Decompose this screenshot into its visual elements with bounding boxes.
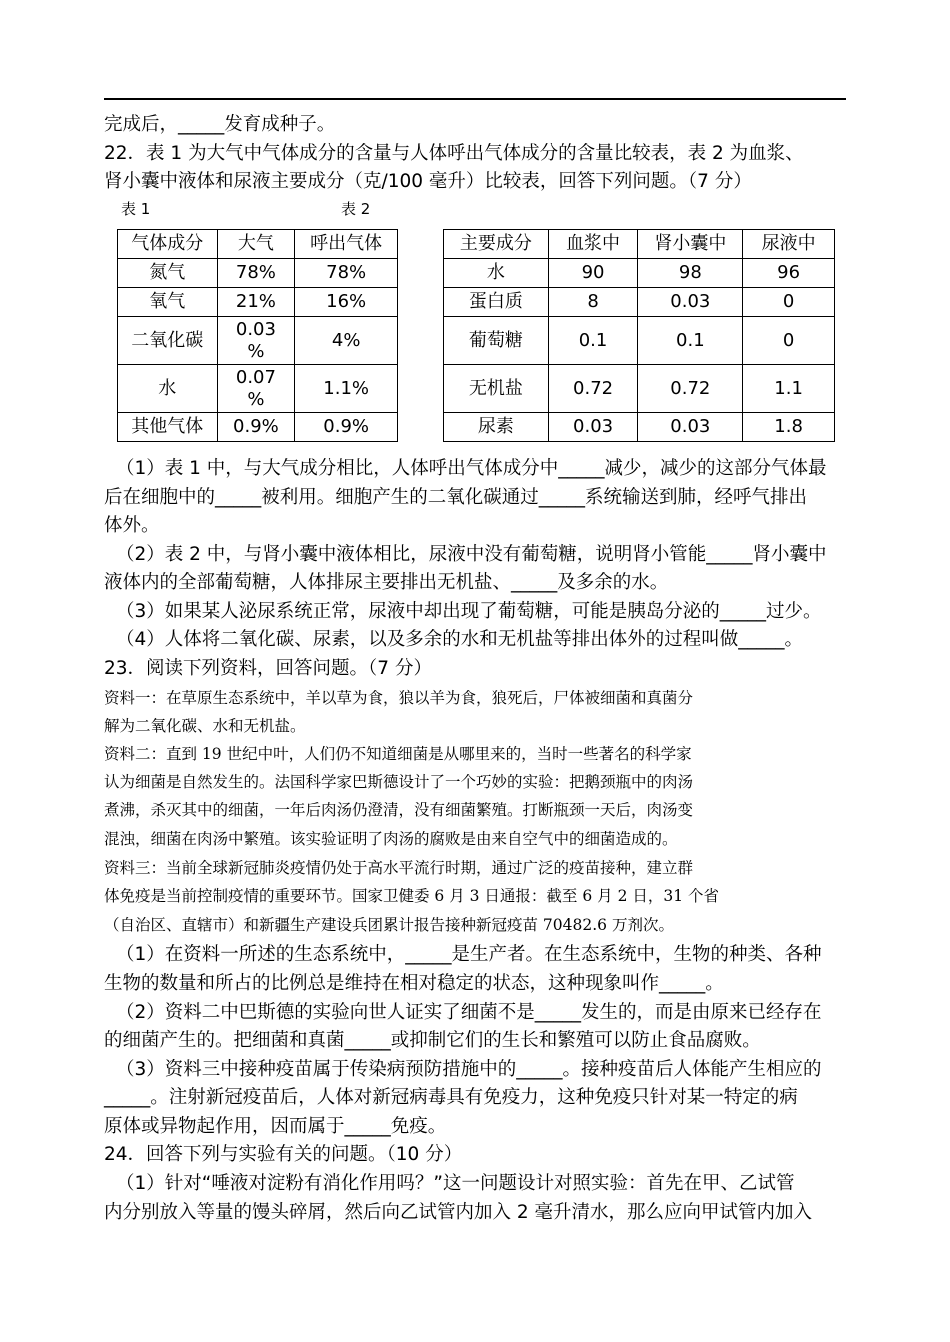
table-cell: 78% (217, 259, 295, 288)
table-header-cell: 尿液中 (743, 230, 835, 259)
material-1-cont: 解为二氧化碳、水和无机盐。 (104, 717, 306, 735)
material-2: 资料二：直到 19 世纪中叶，人们仍不知道细菌是从哪里来的，当时一些著名的科学家 (104, 745, 692, 763)
table-cell: 葡萄糖 (444, 317, 549, 365)
material-3: 资料三：当前全球新冠肺炎疫情仍处于高水平流行时期，通过广泛的疫苗接种，建立群 (104, 859, 694, 877)
table-cell: 无机盐 (444, 365, 549, 413)
question-24-1: （1）针对“唾液对淀粉有消化作用吗？”这一问题设计对照实验：首先在甲、乙试管 (116, 1173, 795, 1194)
table-cell: 0.07 % (217, 365, 295, 413)
table-cell: 8 (548, 288, 638, 317)
table-row (444, 413, 835, 442)
table2 (443, 229, 835, 442)
table-cell: 0.03 % (217, 317, 295, 365)
table-cell: 蛋白质 (444, 288, 549, 317)
table-header-cell: 气体成分 (118, 230, 218, 259)
table-cell: 0.03 (548, 413, 638, 442)
question-23-stem: 23．阅读下列资料，回答问题。（7 分） (104, 658, 432, 679)
table-row (118, 288, 398, 317)
table-row (118, 413, 398, 442)
table-cell: 0.9% (217, 413, 295, 442)
table-cell: 0 (743, 317, 835, 365)
material-2-cont: 认为细菌是自然发生的。法国科学家巴斯德设计了一个巧妙的实验：把鹅颈瓶中的肉汤 (104, 773, 694, 791)
question-22-2: （2）表 2 中，与肾小囊中液体相比，尿液中没有葡萄糖，说明肾小管能_____肾小囊中 (116, 544, 827, 565)
table-cell: 0.1 (638, 317, 743, 365)
question-22-1: （1）表 1 中，与大气成分相比，人体呼出气体成分中_____减少，减少的这部分气体最 (116, 458, 827, 479)
question-22-3: （3）如果某人泌尿系统正常，尿液中却出现了葡萄糖，可能是胰岛分泌的_____过少。 (116, 601, 822, 622)
table-row (118, 317, 398, 365)
material-3-cont: （自治区、直辖市）和新疆生产建设兵团累计报告接种新冠疫苗 70482.6 万剂次。 (104, 916, 674, 934)
table-cell: 1.1 (743, 365, 835, 413)
question-22-1-cont: 体外。 (104, 515, 160, 536)
question-23-3: （3）资料三中接种疫苗属于传染病预防措施中的_____。接种疫苗后人体能产生相应的 (116, 1059, 822, 1080)
question-22-4: （4）人体将二氧化碳、尿素，以及多余的水和无机盐等排出体外的过程叫做_____。 (116, 629, 804, 650)
question-22-1-cont: 后在细胞中的_____被利用。细胞产生的二氧化碳通过_____系统输送到肺，经呼气排出 (104, 487, 808, 508)
table-row (444, 365, 835, 413)
table-cell: 90 (548, 259, 638, 288)
table-cell: 0.03 (638, 413, 743, 442)
table-cell: 21% (217, 288, 295, 317)
question-23-3-cont: _____。注射新冠疫苗后，人体对新冠病毒具有免疫力，这种免疫只针对某一特定的病 (104, 1087, 798, 1108)
table-cell: 氮气 (118, 259, 218, 288)
table-row (444, 230, 835, 259)
table-cell: 16% (295, 288, 398, 317)
table-cell: 1.1% (295, 365, 398, 413)
table-cell: 0.9% (295, 413, 398, 442)
table-row (118, 365, 398, 413)
table-cell: 0.1 (548, 317, 638, 365)
table-cell: 尿素 (444, 413, 549, 442)
table-cell: 0 (743, 288, 835, 317)
question-23-1: （1）在资料一所述的生态系统中，_____是生产者。在生态系统中，生物的种类、各种 (116, 944, 822, 965)
table-cell: 1.8 (743, 413, 835, 442)
material-1: 资料一：在草原生态系统中，羊以草为食，狼以羊为食，狼死后，尸体被细菌和真菌分 (104, 689, 694, 707)
table-row (444, 288, 835, 317)
question-24-stem: 24．回答下列与实验有关的问题。（10 分） (104, 1144, 463, 1165)
table-cell: 氧气 (118, 288, 218, 317)
table-header-cell: 血浆中 (548, 230, 638, 259)
table-row (444, 259, 835, 288)
table-cell: 水 (444, 259, 549, 288)
table-row (118, 259, 398, 288)
table2-caption: 表 2 (341, 200, 371, 218)
table1-caption: 表 1 (121, 200, 151, 218)
table-cell: 98 (638, 259, 743, 288)
table-header-cell: 主要成分 (444, 230, 549, 259)
table-cell: 4% (295, 317, 398, 365)
material-2-cont: 混浊，细菌在肉汤中繁殖。该实验证明了肉汤的腐败是由来自空气中的细菌造成的。 (104, 830, 678, 848)
table-cell: 其他气体 (118, 413, 218, 442)
question-22-stem: 22．表 1 为大气中气体成分的含量与人体呼出气体成分的含量比较表，表 2 为血浆、 (104, 143, 804, 164)
table-cell: 0.03 (638, 288, 743, 317)
table-cell: 水 (118, 365, 218, 413)
table-cell: 78% (295, 259, 398, 288)
table-header-cell: 大气 (217, 230, 295, 259)
table1 (117, 229, 398, 442)
question-22-2-cont: 液体内的全部葡萄糖，人体排尿主要排出无机盐、_____及多余的水。 (104, 572, 669, 593)
question-24-1-cont: 内分别放入等量的馒头碎屑，然后向乙试管内加入 2 毫升清水，那么应向甲试管内加入 (104, 1202, 813, 1223)
table-cell: 二氧化碳 (118, 317, 218, 365)
table-header-cell: 呼出气体 (295, 230, 398, 259)
question-22-stem-cont: 肾小囊中液体和尿液主要成分（克/100 毫升）比较表，回答下列问题。（7 分） (104, 171, 752, 192)
header-rule (104, 98, 846, 100)
table-header-cell: 肾小囊中 (638, 230, 743, 259)
table-cell: 96 (743, 259, 835, 288)
table-cell: 0.72 (548, 365, 638, 413)
table-row (444, 317, 835, 365)
question-23-1-cont: 生物的数量和所占的比例总是维持在相对稳定的状态，这种现象叫作_____。 (104, 973, 724, 994)
question-23-3-cont: 原体或异物起作用，因而属于_____免疫。 (104, 1116, 447, 1137)
table-cell: 0.72 (638, 365, 743, 413)
question-23-2-cont: 的细菌产生的。把细菌和真菌_____或抑制它们的生长和繁殖可以防止食品腐败。 (104, 1030, 761, 1051)
text-line: 完成后，_____发育成种子。 (104, 114, 336, 135)
material-3-cont: 体免疫是当前控制疫情的重要环节。国家卫健委 6 月 3 日通报：截至 6 月 2 日，31 个省 (104, 887, 720, 905)
material-2-cont: 煮沸，杀灭其中的细菌，一年后肉汤仍澄清，没有细菌繁殖。打断瓶颈一天后，肉汤变 (104, 801, 694, 819)
table-row (118, 230, 398, 259)
question-23-2: （2）资料二中巴斯德的实验向世人证实了细菌不是_____发生的，而是由原来已经存在 (116, 1002, 822, 1023)
